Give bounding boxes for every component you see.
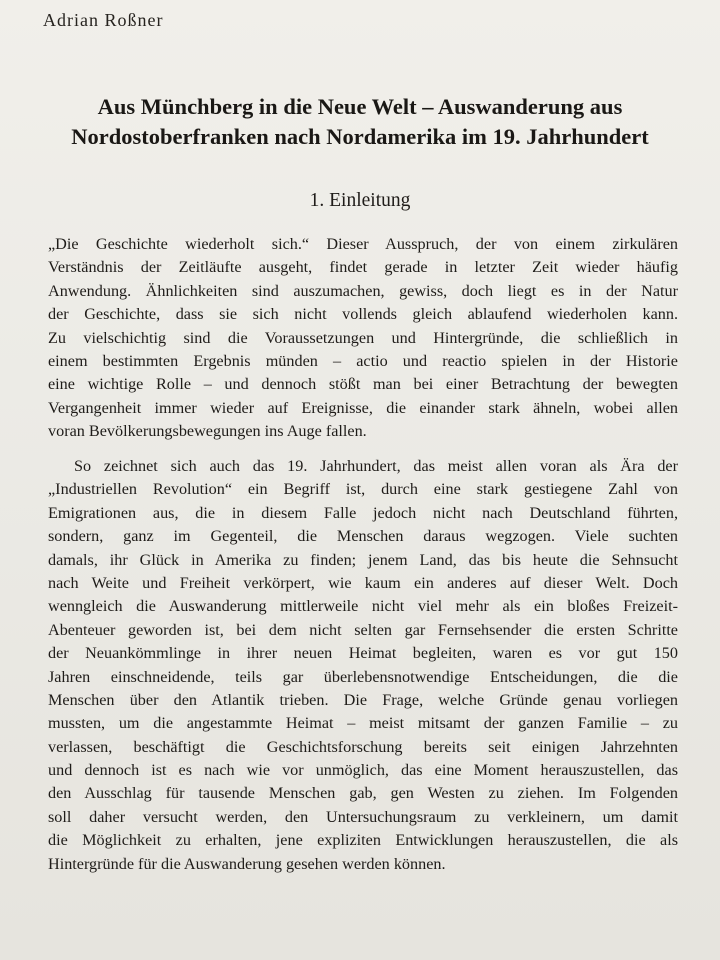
text-line: der Neuankömmlinge in ihrer neuen Heimat begleiten, waren es vor gut 150 bbox=[48, 644, 678, 663]
chapter-title-line: Aus Münchberg in die Neue Welt – Auswanderung aus bbox=[97, 94, 623, 119]
text-line: Emigrationen aus, die in diesem Falle jedoch nicht nach Deutschland führten, bbox=[48, 503, 678, 522]
paragraph-1 bbox=[48, 233, 678, 444]
text-line: „Die Geschichte wiederholt sich.“ Dieser Ausspruch, der von einem zirkulären bbox=[48, 235, 678, 253]
text-line: sondern, ganz im Gegenteil, die Menschen daraus wegzogen. Viele suchten bbox=[48, 527, 678, 546]
text-line: So zeichnet sich auch das 19. Jahrhundert, das meist allen voran als Ära der bbox=[74, 457, 678, 475]
text-line: eine wichtige Rolle – und dennoch stößt man bei einer Betrachtung der bewegten bbox=[48, 375, 678, 394]
text-line: mussten, um die angestammte Heimat – meist mitsamt der ganzen Familie – zu bbox=[48, 714, 678, 733]
text-line: Menschen über den Atlantik trieben. Die Frage, welche Gründe genau vorliegen bbox=[48, 690, 678, 709]
chapter-title bbox=[30, 92, 690, 152]
paragraph-2 bbox=[48, 455, 678, 876]
text-line: Anwendung. Ähnlichkeiten sind auszumachen, gewiss, doch liegt es in der Natur bbox=[48, 281, 678, 300]
text-line: Verständnis der Zeitläufte ausgeht, findet gerade in letzter Zeit wieder häufig bbox=[48, 258, 678, 277]
text-line: voran Bevölkerungsbewegungen ins Auge fallen. bbox=[48, 422, 367, 441]
text-line: einem bestimmten Ergebnis münden – actio und reactio spielen in der Historie bbox=[48, 351, 678, 370]
text-line: wenngleich die Auswanderung mittlerweile nicht viel mehr als ein bloßes Freizeit- bbox=[48, 597, 678, 616]
text-line: der Geschichte, dass sie sich nicht vollends gleich ablaufend wiederholen kann. bbox=[48, 305, 678, 324]
text-line: Zu vielschichtig sind die Voraussetzungen und Hintergründe, die schließlich in bbox=[48, 328, 678, 347]
section-heading: 1. Einleitung bbox=[309, 190, 411, 211]
text-line: Abenteuer geworden ist, bei dem nicht selten gar Fernsehsender die ersten Schritte bbox=[48, 620, 678, 639]
chapter-title-line: Nordostoberfranken nach Nordamerika im 19. Jahrhundert bbox=[71, 124, 649, 149]
text-line: die Möglichkeit zu erhalten, jene expliziten Entwicklungen herauszustellen, die als bbox=[48, 831, 678, 850]
text-line: Jahren einschneidende, teils gar überlebensnotwendige Entscheidungen, die die bbox=[48, 667, 678, 686]
text-line: Hintergründe für die Auswanderung gesehen werden können. bbox=[48, 854, 446, 873]
author-name: Adrian Roßner bbox=[43, 10, 164, 30]
text-line: „Industriellen Revolution“ ein Begriff ist, durch eine stark gestiegene Zahl von bbox=[48, 480, 678, 499]
text-line: Vergangenheit immer wieder auf Ereignisse, die einander stark ähneln, wobei allen bbox=[48, 398, 678, 417]
text-line: nach Weite und Freiheit verkörpert, wie kaum ein anderes auf dieser Welt. Doch bbox=[48, 573, 678, 592]
text-line: verlassen, beschäftigt die Geschichtsforschung bereits seit einigen Jahrzehnten bbox=[48, 737, 678, 756]
text-line: damals, ihr Glück in Amerika zu finden; jenem Land, das bis heute die Sehnsucht bbox=[48, 550, 678, 569]
text-line: soll daher versucht werden, den Untersuchungsraum zu verkleinern, um damit bbox=[48, 807, 678, 826]
text-line: den Ausschlag für tausende Menschen gab, gen Westen zu ziehen. Im Folgenden bbox=[48, 784, 678, 803]
text-line: und dennoch ist es nach wie vor unmöglich, das eine Moment herauszustellen, das bbox=[48, 761, 678, 780]
